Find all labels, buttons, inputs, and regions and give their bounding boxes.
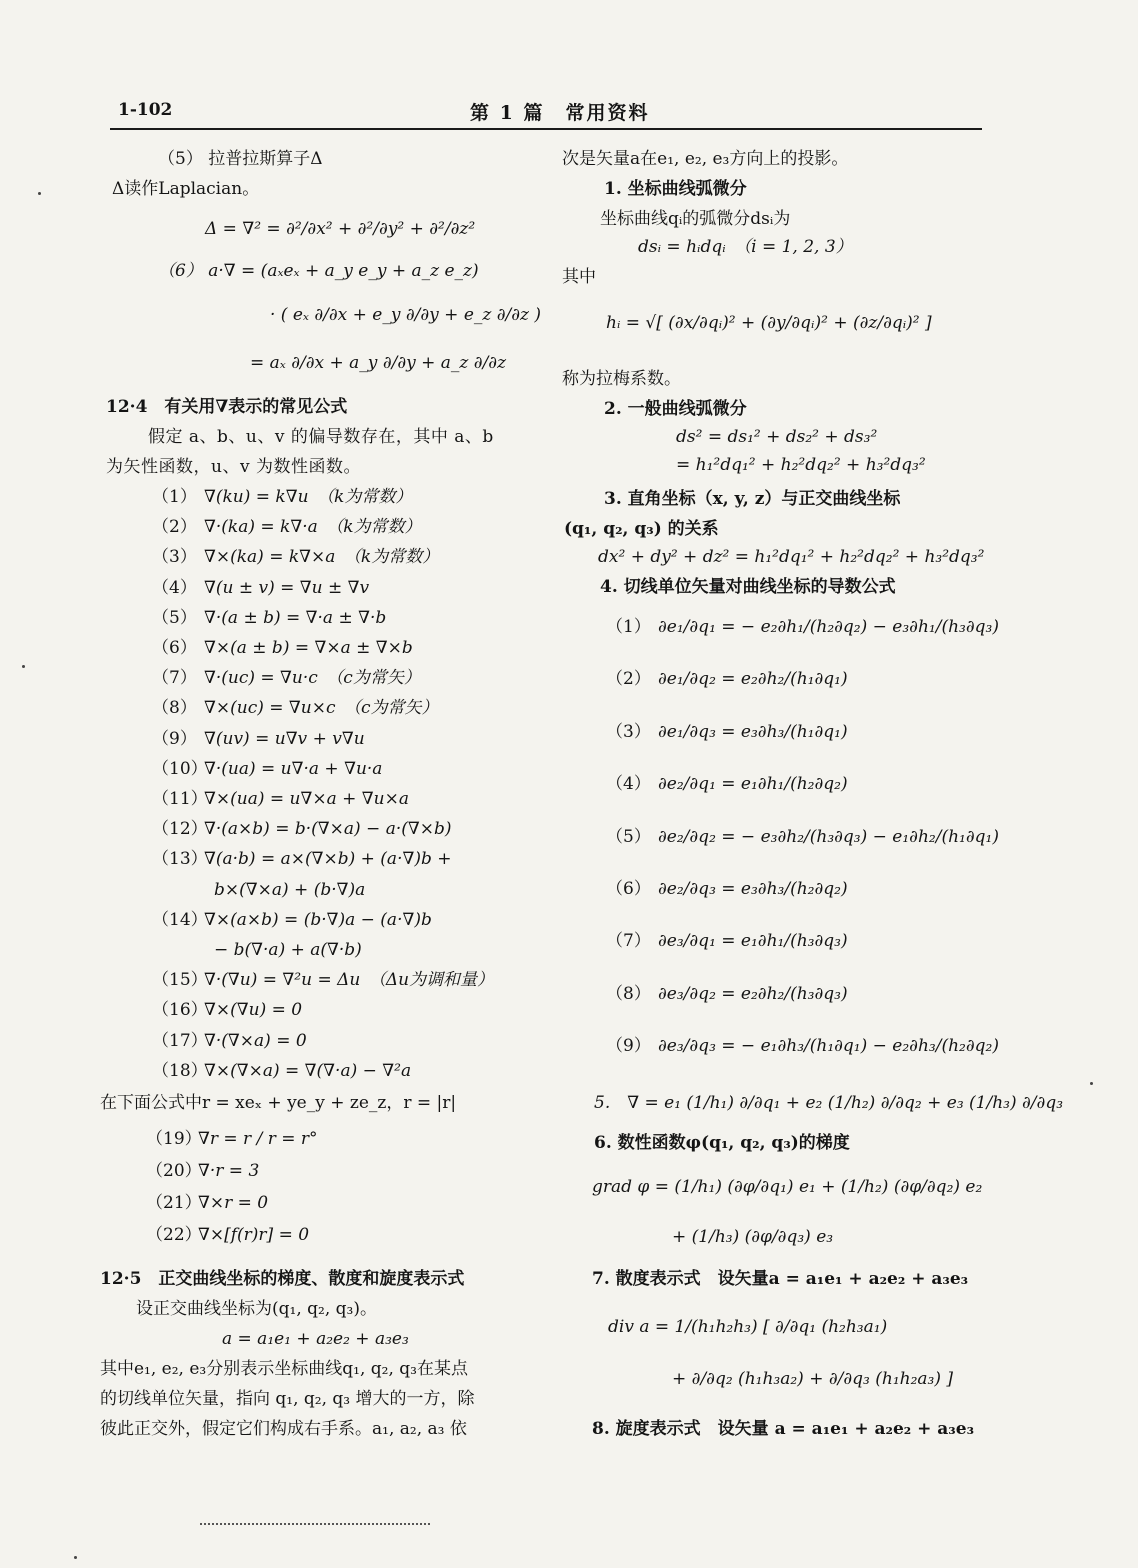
formula-expression: ∇×(∇×a) = ∇(∇·a) − ∇²a bbox=[204, 1060, 412, 1081]
formula-row bbox=[152, 486, 412, 508]
formula-expression: ∂e₃/∂q₁ = e₁∂h₁/(h₃∂q₃) bbox=[658, 931, 848, 952]
arc-differential-text: 坐标曲线qᵢ的弧微分dsᵢ为 bbox=[600, 209, 791, 229]
formula-number: （4） bbox=[606, 774, 651, 795]
header-rule bbox=[110, 128, 982, 130]
lame-coefficient-equation: hᵢ = √[ (∂x/∂qᵢ)² + (∂y/∂qᵢ)² + (∂z/∂qᵢ)² ] bbox=[606, 313, 932, 333]
formula-number: （5） bbox=[152, 607, 197, 628]
heading-tangent-derivatives: 4. 切线单位矢量对曲线坐标的导数公式 bbox=[600, 577, 896, 597]
formula-row bbox=[152, 637, 413, 659]
formula-expression: b×(∇×a) + (b·∇)a bbox=[214, 879, 366, 900]
formula-number: （11） bbox=[152, 789, 208, 809]
formula-row bbox=[152, 848, 452, 870]
formula-number: （8） bbox=[606, 983, 651, 1004]
formula-number: （3） bbox=[152, 547, 197, 568]
formula-expression: ∇·r = 3 bbox=[198, 1161, 260, 1181]
formula-expression: ∇×(ka) = k∇×a （k为常数） bbox=[204, 547, 440, 568]
formula-number: （4） bbox=[152, 577, 197, 598]
formula-row bbox=[606, 721, 848, 743]
formula-row bbox=[606, 826, 999, 848]
formula-expression: ∂e₃/∂q₂ = e₂∂h₂/(h₃∂q₃) bbox=[658, 983, 848, 1004]
formula-number: （3） bbox=[606, 721, 651, 742]
formula-row bbox=[606, 616, 999, 638]
formula-number: （18） bbox=[152, 1060, 208, 1081]
formula-row bbox=[606, 930, 848, 952]
formula-row bbox=[152, 1030, 307, 1052]
formula-row bbox=[152, 909, 432, 931]
formula-row bbox=[152, 1060, 411, 1082]
heading-divergence: 7. 散度表示式 设矢量a = a₁e₁ + a₂e₂ + a₃e₃ bbox=[592, 1269, 969, 1289]
formula-number: （13） bbox=[152, 849, 208, 870]
formula-number: （9） bbox=[152, 728, 197, 749]
formula-expression: ∇r = r / r = r° bbox=[198, 1129, 318, 1149]
formula-number: （1） bbox=[606, 617, 651, 637]
formula-number: （9） bbox=[606, 1036, 651, 1057]
heading-arc-differential: 1. 坐标曲线弧微分 bbox=[604, 179, 747, 199]
formula-expression: ∇(u ± v) = ∇u ± ∇v bbox=[204, 577, 370, 598]
formula-row bbox=[152, 758, 382, 780]
vector-decomposition: a = a₁e₁ + a₂e₂ + a₃e₃ bbox=[222, 1329, 409, 1349]
formula-row bbox=[152, 999, 302, 1021]
formula-row bbox=[152, 607, 386, 629]
formula-expression: ∇(uv) = u∇v + v∇u bbox=[204, 728, 365, 749]
heading-coordinate-relation: 3. 直角坐标（x, y, z）与正交曲线坐标 bbox=[604, 489, 901, 509]
formula-row bbox=[606, 773, 848, 795]
formula-row bbox=[146, 1160, 259, 1182]
formula-row bbox=[152, 546, 439, 568]
nabla-curvilinear: 5. ∇ = e₁ (1/h₁) ∂/∂q₁ + e₂ (1/h₂) ∂/∂q₂ + e₃ (1/h₃) ∂/∂q₃ bbox=[594, 1093, 1064, 1113]
scan-speck bbox=[74, 1556, 77, 1559]
formula-expression: ∇(a·b) = a×(∇×b) + (a·∇)b + bbox=[204, 849, 452, 870]
formula-number: （14） bbox=[152, 909, 208, 930]
formula-number: （21） bbox=[146, 1193, 202, 1213]
formula-row bbox=[152, 788, 409, 810]
section-12-5-para4: 彼此正交外，假定它们构成右手系。a₁, a₂, a₃ 依 bbox=[100, 1419, 467, 1439]
formula-row bbox=[606, 878, 848, 900]
formula-expression: ∇×(a×b) = (b·∇)a − (a·∇)b bbox=[204, 909, 432, 930]
formula-row bbox=[146, 1192, 268, 1214]
lame-coefficient-text: 称为拉梅系数。 bbox=[562, 369, 681, 389]
heading-gradient: 6. 数性函数φ(q₁, q₂, q₃)的梯度 bbox=[594, 1133, 850, 1153]
section-12-4-title: 12·4 有关用∇表示的常见公式 bbox=[106, 397, 348, 417]
gradient-eq1: grad φ = (1/h₁) (∂φ/∂q₁) e₁ + (1/h₂) (∂φ/∂q₂) e₂ bbox=[592, 1177, 983, 1197]
formula-number: （16） bbox=[152, 1000, 208, 1021]
formula-number: （10） bbox=[152, 758, 208, 779]
formula-expression: ∇×r = 0 bbox=[198, 1193, 269, 1213]
formula-number: （8） bbox=[152, 698, 197, 719]
general-arc-eq1: ds² = ds₁² + ds₂² + ds₃² bbox=[676, 427, 878, 447]
formula-expression: ∂e₃/∂q₃ = − e₁∂h₃/(h₁∂q₁) − e₂∂h₃/(h₂∂q₂) bbox=[658, 1036, 999, 1057]
formula-expression: − b(∇·a) + a(∇·b) bbox=[214, 940, 362, 960]
formula-row bbox=[152, 516, 422, 538]
formula-expression: ∂e₂/∂q₂ = − e₃∂h₂/(h₃∂q₃) − e₁∂h₂/(h₁∂q₁) bbox=[658, 826, 999, 847]
gradient-eq2: + (1/h₃) (∂φ/∂q₃) e₃ bbox=[672, 1227, 834, 1247]
section-12-5-title: 12·5 正交曲线坐标的梯度、散度和旋度表示式 bbox=[100, 1269, 465, 1289]
arc-differential-equation: dsᵢ = hᵢdqᵢ （i = 1, 2, 3） bbox=[638, 237, 853, 257]
formula-expression: ∇×(uc) = ∇u×c （c为常矢） bbox=[204, 698, 439, 719]
formula-number: （6） bbox=[606, 879, 651, 899]
heading-general-arc: 2. 一般曲线弧微分 bbox=[604, 399, 747, 419]
formula-row bbox=[146, 1128, 318, 1150]
heading-coordinate-relation-cont: (q₁, q₂, q₃) 的关系 bbox=[564, 519, 719, 539]
section-12-5-para1: 设正交曲线坐标为(q₁, q₂, q₃)。 bbox=[136, 1299, 377, 1319]
laplacian-equation: Δ = ∇² = ∂²/∂x² + ∂²/∂y² + ∂²/∂z² bbox=[205, 219, 476, 239]
formula-number: （2） bbox=[606, 669, 651, 690]
scan-dotted-mark bbox=[200, 1523, 430, 1525]
divergence-eq2: + ∂/∂q₂ (h₁h₃a₂) + ∂/∂q₃ (h₁h₂a₃) ] bbox=[672, 1369, 954, 1389]
running-title: 第 1 篇 常用资料 bbox=[470, 102, 650, 124]
section-12-5-para3: 的切线单位矢量，指向 q₁, q₂, q₃ 增大的一方，除 bbox=[100, 1389, 475, 1409]
formula-row bbox=[152, 879, 365, 901]
general-arc-eq2: = h₁²dq₁² + h₂²dq₂² + h₃²dq₃² bbox=[676, 455, 926, 475]
formula-number: （20） bbox=[146, 1161, 202, 1181]
section-12-4-para1: 假定 a、b、u、v 的偏导数存在，其中 a、b bbox=[148, 427, 494, 447]
formula-number: （5） bbox=[606, 826, 651, 847]
formula-expression: ∇·(∇u) = ∇²u = Δu （Δu为调和量） bbox=[204, 970, 495, 991]
laplacian-reading: Δ读作Laplacian。 bbox=[112, 179, 260, 199]
coordinate-relation-equation: dx² + dy² + dz² = h₁²dq₁² + h₂²dq₂² + h₃²dq₃² bbox=[598, 547, 985, 567]
formula-expression: ∇·(a×b) = b·(∇×a) − a·(∇×b) bbox=[204, 819, 452, 840]
formula-expression: ∂e₁/∂q₃ = e₃∂h₃/(h₁∂q₁) bbox=[658, 721, 848, 742]
formula-number: （22） bbox=[146, 1225, 202, 1245]
formula-expression: ∇×[f(r)r] = 0 bbox=[198, 1225, 310, 1245]
formula-number: （17） bbox=[152, 1030, 208, 1051]
formula-row bbox=[606, 1035, 999, 1057]
formula-expression: ∇·(∇×a) = 0 bbox=[204, 1030, 307, 1051]
projection-text: 次是矢量a在e₁, e₂, e₃方向上的投影。 bbox=[562, 149, 849, 169]
formula-number: （1） bbox=[152, 487, 197, 507]
formula-row bbox=[152, 728, 365, 750]
section-12-5-para2: 其中e₁, e₂, e₃分别表示坐标曲线q₁, q₂, q₃在某点 bbox=[100, 1359, 468, 1379]
formula-expression: ∇·(uc) = ∇u·c （c为常矢） bbox=[204, 668, 421, 689]
page-header bbox=[110, 96, 982, 130]
formula-expression: ∇·(a ± b) = ∇·a ± ∇·b bbox=[204, 607, 387, 628]
formula-number: （7） bbox=[606, 931, 651, 952]
formula-number: （6） bbox=[152, 638, 197, 658]
formula-expression: ∂e₂/∂q₁ = e₁∂h₁/(h₂∂q₂) bbox=[658, 774, 848, 795]
formula-number: （12） bbox=[152, 819, 208, 840]
a-dot-nabla-line3: = aₓ ∂/∂x + a_y ∂/∂y + a_z ∂/∂z bbox=[250, 353, 507, 373]
formula-row bbox=[152, 577, 369, 599]
formula-row bbox=[606, 983, 848, 1005]
scan-speck bbox=[22, 665, 25, 668]
formula-expression: ∇×(∇u) = 0 bbox=[204, 1000, 303, 1021]
scan-speck bbox=[38, 192, 41, 195]
formula-row bbox=[152, 697, 439, 719]
formula-row bbox=[152, 939, 362, 961]
page-number: 1-102 bbox=[118, 100, 173, 120]
formula-row bbox=[606, 668, 848, 690]
formula-row bbox=[152, 667, 421, 689]
formula-expression: ∇·(ua) = u∇·a + ∇u·a bbox=[204, 758, 383, 779]
formula-row bbox=[152, 969, 494, 991]
divergence-eq1: div a = 1/(h₁h₂h₃) [ ∂/∂q₁ (h₂h₃a₁) bbox=[608, 1317, 888, 1337]
a-dot-nabla-line2: · ( eₓ ∂/∂x + e_y ∂/∂y + e_z ∂/∂z ) bbox=[270, 305, 542, 325]
heading-curl: 8. 旋度表示式 设矢量 a = a₁e₁ + a₂e₂ + a₃e₃ bbox=[592, 1419, 975, 1439]
formula-number: （7） bbox=[152, 668, 197, 689]
formula-expression: ∇×(ua) = u∇×a + ∇u×a bbox=[204, 789, 409, 809]
formula-row bbox=[152, 818, 452, 840]
formula-expression: ∇(ku) = k∇u （k为常数） bbox=[204, 487, 413, 507]
a-dot-nabla-line1: （6） a·∇ = (aₓeₓ + a_y e_y + a_z e_z) bbox=[158, 261, 479, 281]
formula-expression: ∂e₁/∂q₂ = e₂∂h₂/(h₁∂q₁) bbox=[658, 669, 848, 690]
formula-number: （2） bbox=[152, 517, 197, 538]
laplacian-title: （5） 拉普拉斯算子Δ bbox=[158, 149, 323, 169]
scan-speck bbox=[1090, 1082, 1093, 1085]
formula-expression: ∇×(a ± b) = ∇×a ± ∇×b bbox=[204, 638, 413, 658]
where-text: 其中 bbox=[562, 267, 596, 287]
formula-number: （19） bbox=[146, 1129, 202, 1149]
formula-expression: ∇·(ka) = k∇·a （k为常数） bbox=[204, 517, 422, 538]
formula-expression: ∂e₂/∂q₃ = e₃∂h₃/(h₂∂q₂) bbox=[658, 879, 848, 899]
formula-expression: ∂e₁/∂q₁ = − e₂∂h₁/(h₂∂q₂) − e₃∂h₁/(h₃∂q₃) bbox=[658, 617, 999, 637]
section-12-4-para2: 为矢性函数，u、v 为数性函数。 bbox=[106, 457, 361, 477]
position-vector-definition: 在下面公式中r = xeₓ + ye_y + ze_z，r = |r| bbox=[100, 1093, 457, 1113]
formula-number: （15） bbox=[152, 970, 208, 991]
formula-row bbox=[146, 1224, 309, 1246]
